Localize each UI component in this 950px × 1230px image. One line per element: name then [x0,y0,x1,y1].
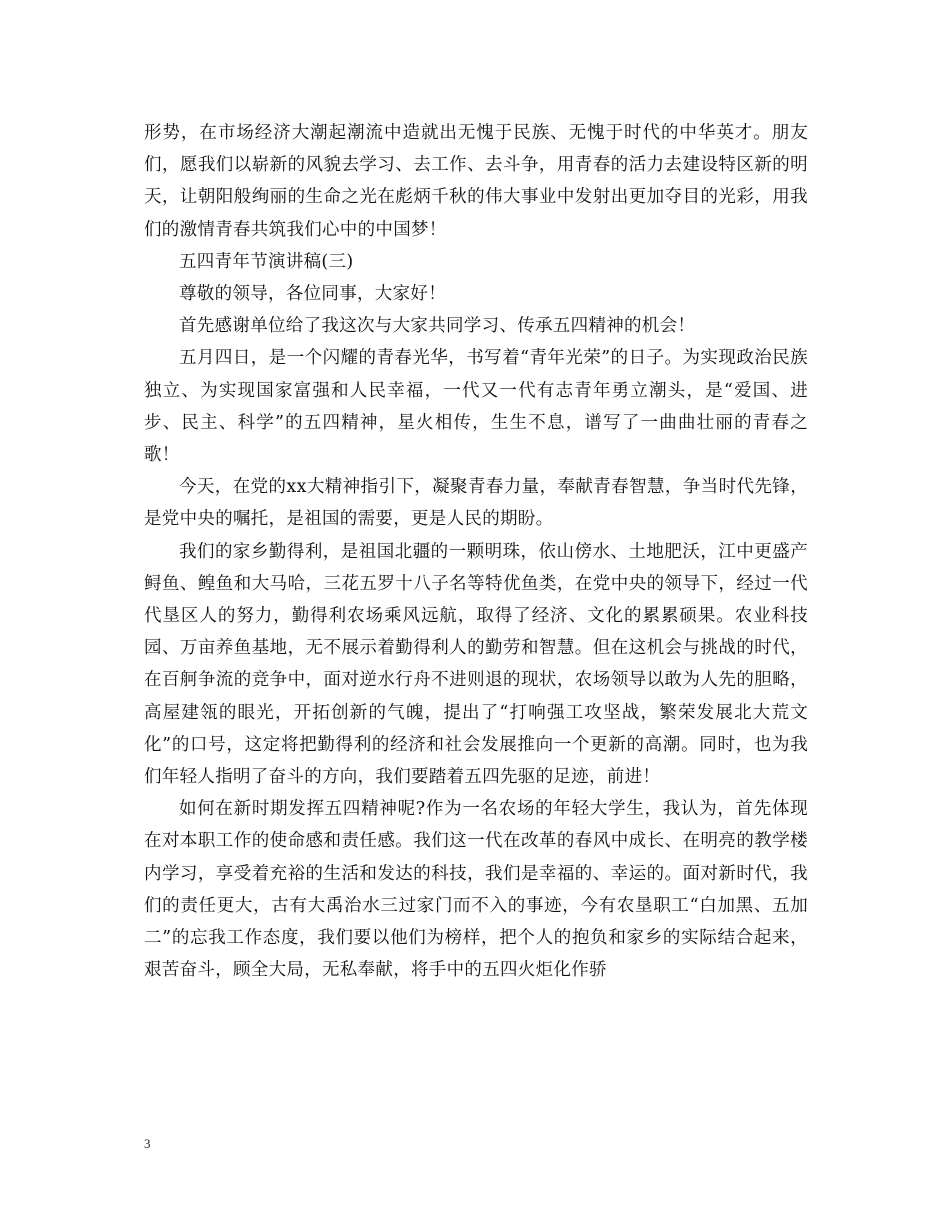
paragraph-hometown: 我们的家乡勤得利，是祖国北疆的一颗明珠，依山傍水、土地肥沃，江中更盛产鲟鱼、鳇鱼和大马哈，三花五罗十八子名等特优鱼类，在党中央的领导下，经过一代代垦区人的努力，勤得利农场乘风远航，取得了经济、文化的累累硕果。农业科技园、万亩养鱼基地，无不展示着勤得利人的勤劳和智慧。但在这机会与挑战的时代，在百舸争流的竞争中，面对逆水行舟不进则退的现状，农场领导以敢为人先的胆略，高屋建瓴的眼光，开拓创新的气魄，提出了“打响强工攻坚战，繁荣发展北大荒文化”的口号，这定将把勤得利的经济和社会发展推向一个更新的高潮。同时，也为我们年轻人指明了奋斗的方向，我们要踏着五四先驱的足迹，前进！ [144,541,808,788]
paragraph-new-era: 如何在新时期发挥五四精神呢?作为一名农场的年轻大学生，我认为，首先体现在对本职工作的使命感和责任感。我们这一代在改革的春风中成长、在明亮的教学楼内学习，享受着充裕的生活和发达的科技，我们是幸福的、幸运的。面对新时代，我们的责任更大，古有大禹治水三过家门而不入的事迹，今有农垦职工“白加黑、五加二”的忘我工作态度，我们要以他们为榜样，把个人的抱负和家乡的实际结合起来，艰苦奋斗，顾全大局，无私奉献，将手中的五四火炬化作骄 [144,799,808,981]
greeting: 尊敬的领导，各位同事，大家好！ [179,284,446,305]
section-title: 五四青年节演讲稿(三) [179,251,354,272]
paragraph-thanks: 首先感谢单位给了我这次与大家共同学习、传承五四精神的机会！ [179,316,696,337]
paragraph-1: 形势，在市场经济大潮起潮流中造就出无愧于民族、无愧于时代的中华英才。朋友们，愿我们以崭新的风貌去学习、去工作、去斗争，用青春的活力去建设特区新的明天，让朝阳般绚丽的生命之光在彪炳千秋的伟大事业中发射出更加夺目的光彩，用我们的激情青春共筑我们心中的中国梦！ [144,123,808,240]
document-body [144,117,808,986]
paragraph-today: 今天，在党的xx大精神指引下，凝聚青春力量，奉献青春智慧，争当时代先锋，是党中央的嘱托，是祖国的需要，更是人民的期盼。 [144,477,808,530]
paragraph-may-fourth: 五月四日，是一个闪耀的青春光华，书写着“青年光荣”的日子。为实现政治民族独立、为实现国家富强和人民幸福，一代又一代有志青年勇立潮头，是“爱国、进步、民主、科学”的五四精神，星火相传，生生不息，谱写了一曲曲壮丽的青春之歌！ [144,348,808,466]
page-number: 3 [144,1136,151,1151]
